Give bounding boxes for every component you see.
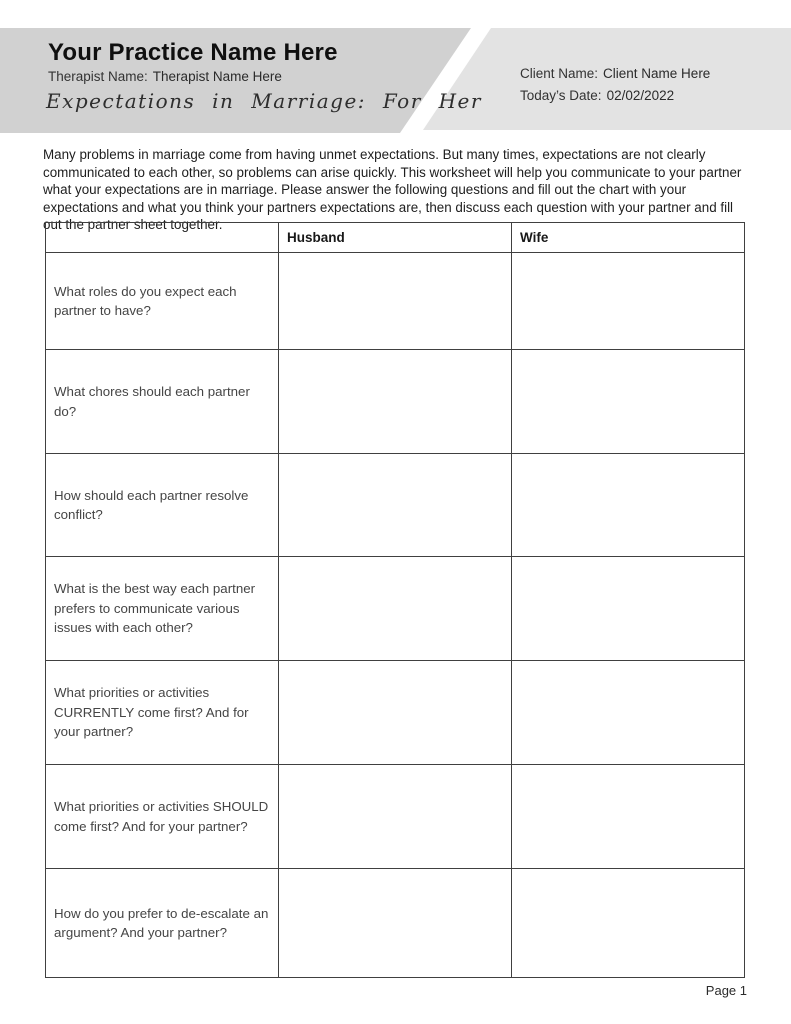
practice-name: Your Practice Name Here — [48, 39, 338, 66]
husband-answer-cell[interactable] — [279, 661, 512, 765]
table-row — [46, 253, 745, 350]
wife-answer-cell[interactable] — [512, 454, 745, 557]
table-row — [46, 350, 745, 454]
husband-answer-cell[interactable] — [279, 869, 512, 978]
todays-date-line — [520, 88, 674, 103]
husband-answer-cell[interactable] — [279, 253, 512, 350]
wife-answer-cell[interactable] — [512, 557, 745, 661]
husband-answer-cell[interactable] — [279, 557, 512, 661]
question-cell: What roles do you expect each partner to have? — [46, 253, 279, 350]
therapist-name-label: Therapist Name: — [48, 69, 148, 84]
question-cell: What priorities or activities CURRENTLY come first? And for your partner? — [46, 661, 279, 765]
table-row — [46, 454, 745, 557]
client-name-value: Client Name Here — [603, 66, 711, 81]
therapist-name-line — [48, 69, 282, 84]
page-number: Page 1 — [705, 983, 747, 998]
question-cell: How should each partner resolve conflict? — [46, 454, 279, 557]
question-cell: What priorities or activities SHOULD come first? And for your partner? — [46, 765, 279, 869]
client-name-line — [520, 66, 710, 81]
worksheet-title: Expectations in Marriage: For Her — [46, 89, 482, 113]
table-row — [46, 661, 745, 765]
table-row — [46, 765, 745, 869]
expectations-table — [45, 222, 745, 978]
wife-answer-cell[interactable] — [512, 869, 745, 978]
wife-answer-cell[interactable] — [512, 253, 745, 350]
husband-answer-cell[interactable] — [279, 454, 512, 557]
husband-answer-cell[interactable] — [279, 350, 512, 454]
question-cell: How do you prefer to de-escalate an argument? And your partner? — [46, 869, 279, 978]
table-header-row — [46, 223, 745, 253]
table-row — [46, 557, 745, 661]
column-header-questions — [46, 223, 279, 253]
therapist-name-value: Therapist Name Here — [152, 69, 282, 84]
husband-answer-cell[interactable] — [279, 765, 512, 869]
client-name-label: Client Name: — [520, 66, 599, 81]
question-cell: What chores should each partner do? — [46, 350, 279, 454]
intro-paragraph: Many problems in marriage come from having unmet expectations. But many times, expectations are not clearly communicated to each other, so problems can arise quickly. This worksheet will help you communicate to your partner what your expectations are in marriage. Please answer the following questions and fill out the chart with your expectations and what you think your partners expectations are, then discuss each question with your partner and fill out the partner sheet together. — [43, 147, 742, 233]
column-header-wife: Wife — [512, 223, 745, 253]
table-row — [46, 869, 745, 978]
todays-date-label: Today’s Date: — [520, 88, 602, 103]
column-header-husband: Husband — [279, 223, 512, 253]
wife-answer-cell[interactable] — [512, 350, 745, 454]
todays-date-value: 02/02/2022 — [606, 88, 675, 103]
question-cell: What is the best way each partner prefers to communicate various issues with each other? — [46, 557, 279, 661]
wife-answer-cell[interactable] — [512, 661, 745, 765]
wife-answer-cell[interactable] — [512, 765, 745, 869]
